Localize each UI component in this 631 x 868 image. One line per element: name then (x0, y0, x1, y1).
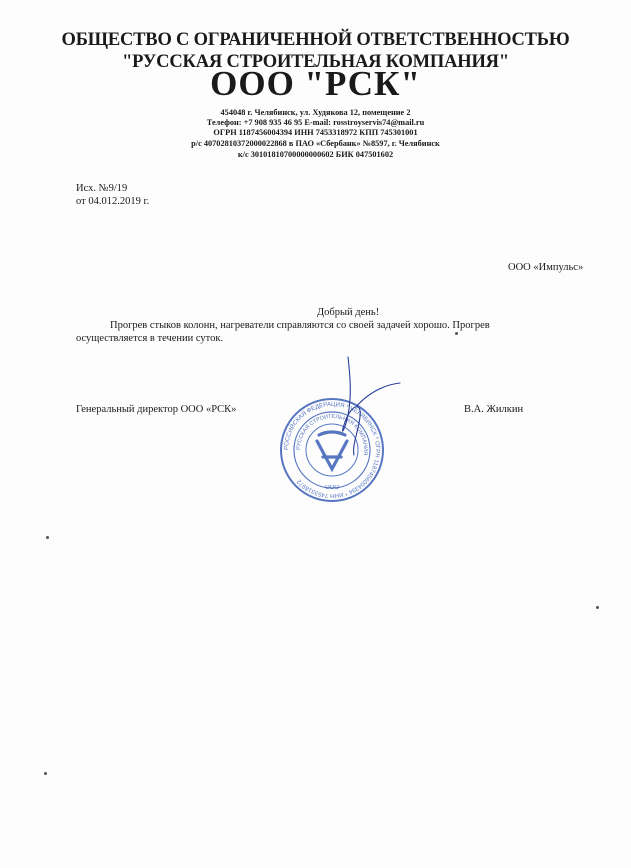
signatory-name: В.А. Жилкин (464, 404, 524, 415)
scan-speck (455, 332, 458, 335)
body-line-1: Прогрев стыков колонн, нагреватели справляются со своей задачей хорошо. Прогрев (110, 320, 490, 331)
outgoing-number: Исх. №9/19 (76, 183, 128, 194)
scan-speck (44, 772, 47, 775)
company-address: 454048 г. Челябинск, ул. Худякова 12, помещение 2 (220, 108, 411, 117)
body-line-2: осуществляется в течении суток. (76, 333, 224, 344)
company-brand-name: ООО "РСК" (210, 64, 421, 103)
company-registration: ОГРН 1187456004394 ИНН 7453318972 КПП 745301001 (213, 128, 418, 137)
company-contacts: Телефон: +7 908 935 46 95 E-mail: rosstroyservis74@mail.ru (206, 118, 425, 127)
company-full-name-line1: ОБЩЕСТВО С ОГРАНИЧЕННОЙ ОТВЕТСТВЕННОСТЬЮ (61, 30, 570, 50)
scan-speck (596, 606, 599, 609)
letter-date: от 04.012.2019 г. (76, 196, 150, 207)
company-full-name-line2: "РУССКАЯ СТРОИТЕЛЬНАЯ КОМПАНИЯ" (122, 52, 509, 72)
svg-text:ООО: ООО (325, 485, 340, 491)
svg-text:РУССКАЯ СТРОИТЕЛЬНАЯ КОМПАНИЯ: РУССКАЯ СТРОИТЕЛЬНАЯ КОМПАНИЯ (295, 413, 369, 456)
scan-speck (46, 536, 49, 539)
svg-text:РОССИЙСКАЯ ФЕДЕРАЦИЯ * ЧЕЛЯБИН: РОССИЙСКАЯ ФЕДЕРАЦИЯ * ЧЕЛЯБИНСК * ОГРН 1187456004394 * ИНН 7453318972 (283, 401, 381, 499)
recipient: ООО «Импульс» (508, 262, 584, 273)
company-bank-account: р/с 40702810372000022868 в ПАО «Сбербанк» №8597, г. Челябинск (191, 139, 440, 148)
signatory-position: Генеральный директор ООО «РСК» (76, 404, 237, 415)
greeting: Добрый день! (317, 307, 380, 318)
handwritten-signature (300, 355, 410, 460)
company-corr-account: к/с 30101810700000000602 БИК 047501602 (237, 150, 394, 159)
